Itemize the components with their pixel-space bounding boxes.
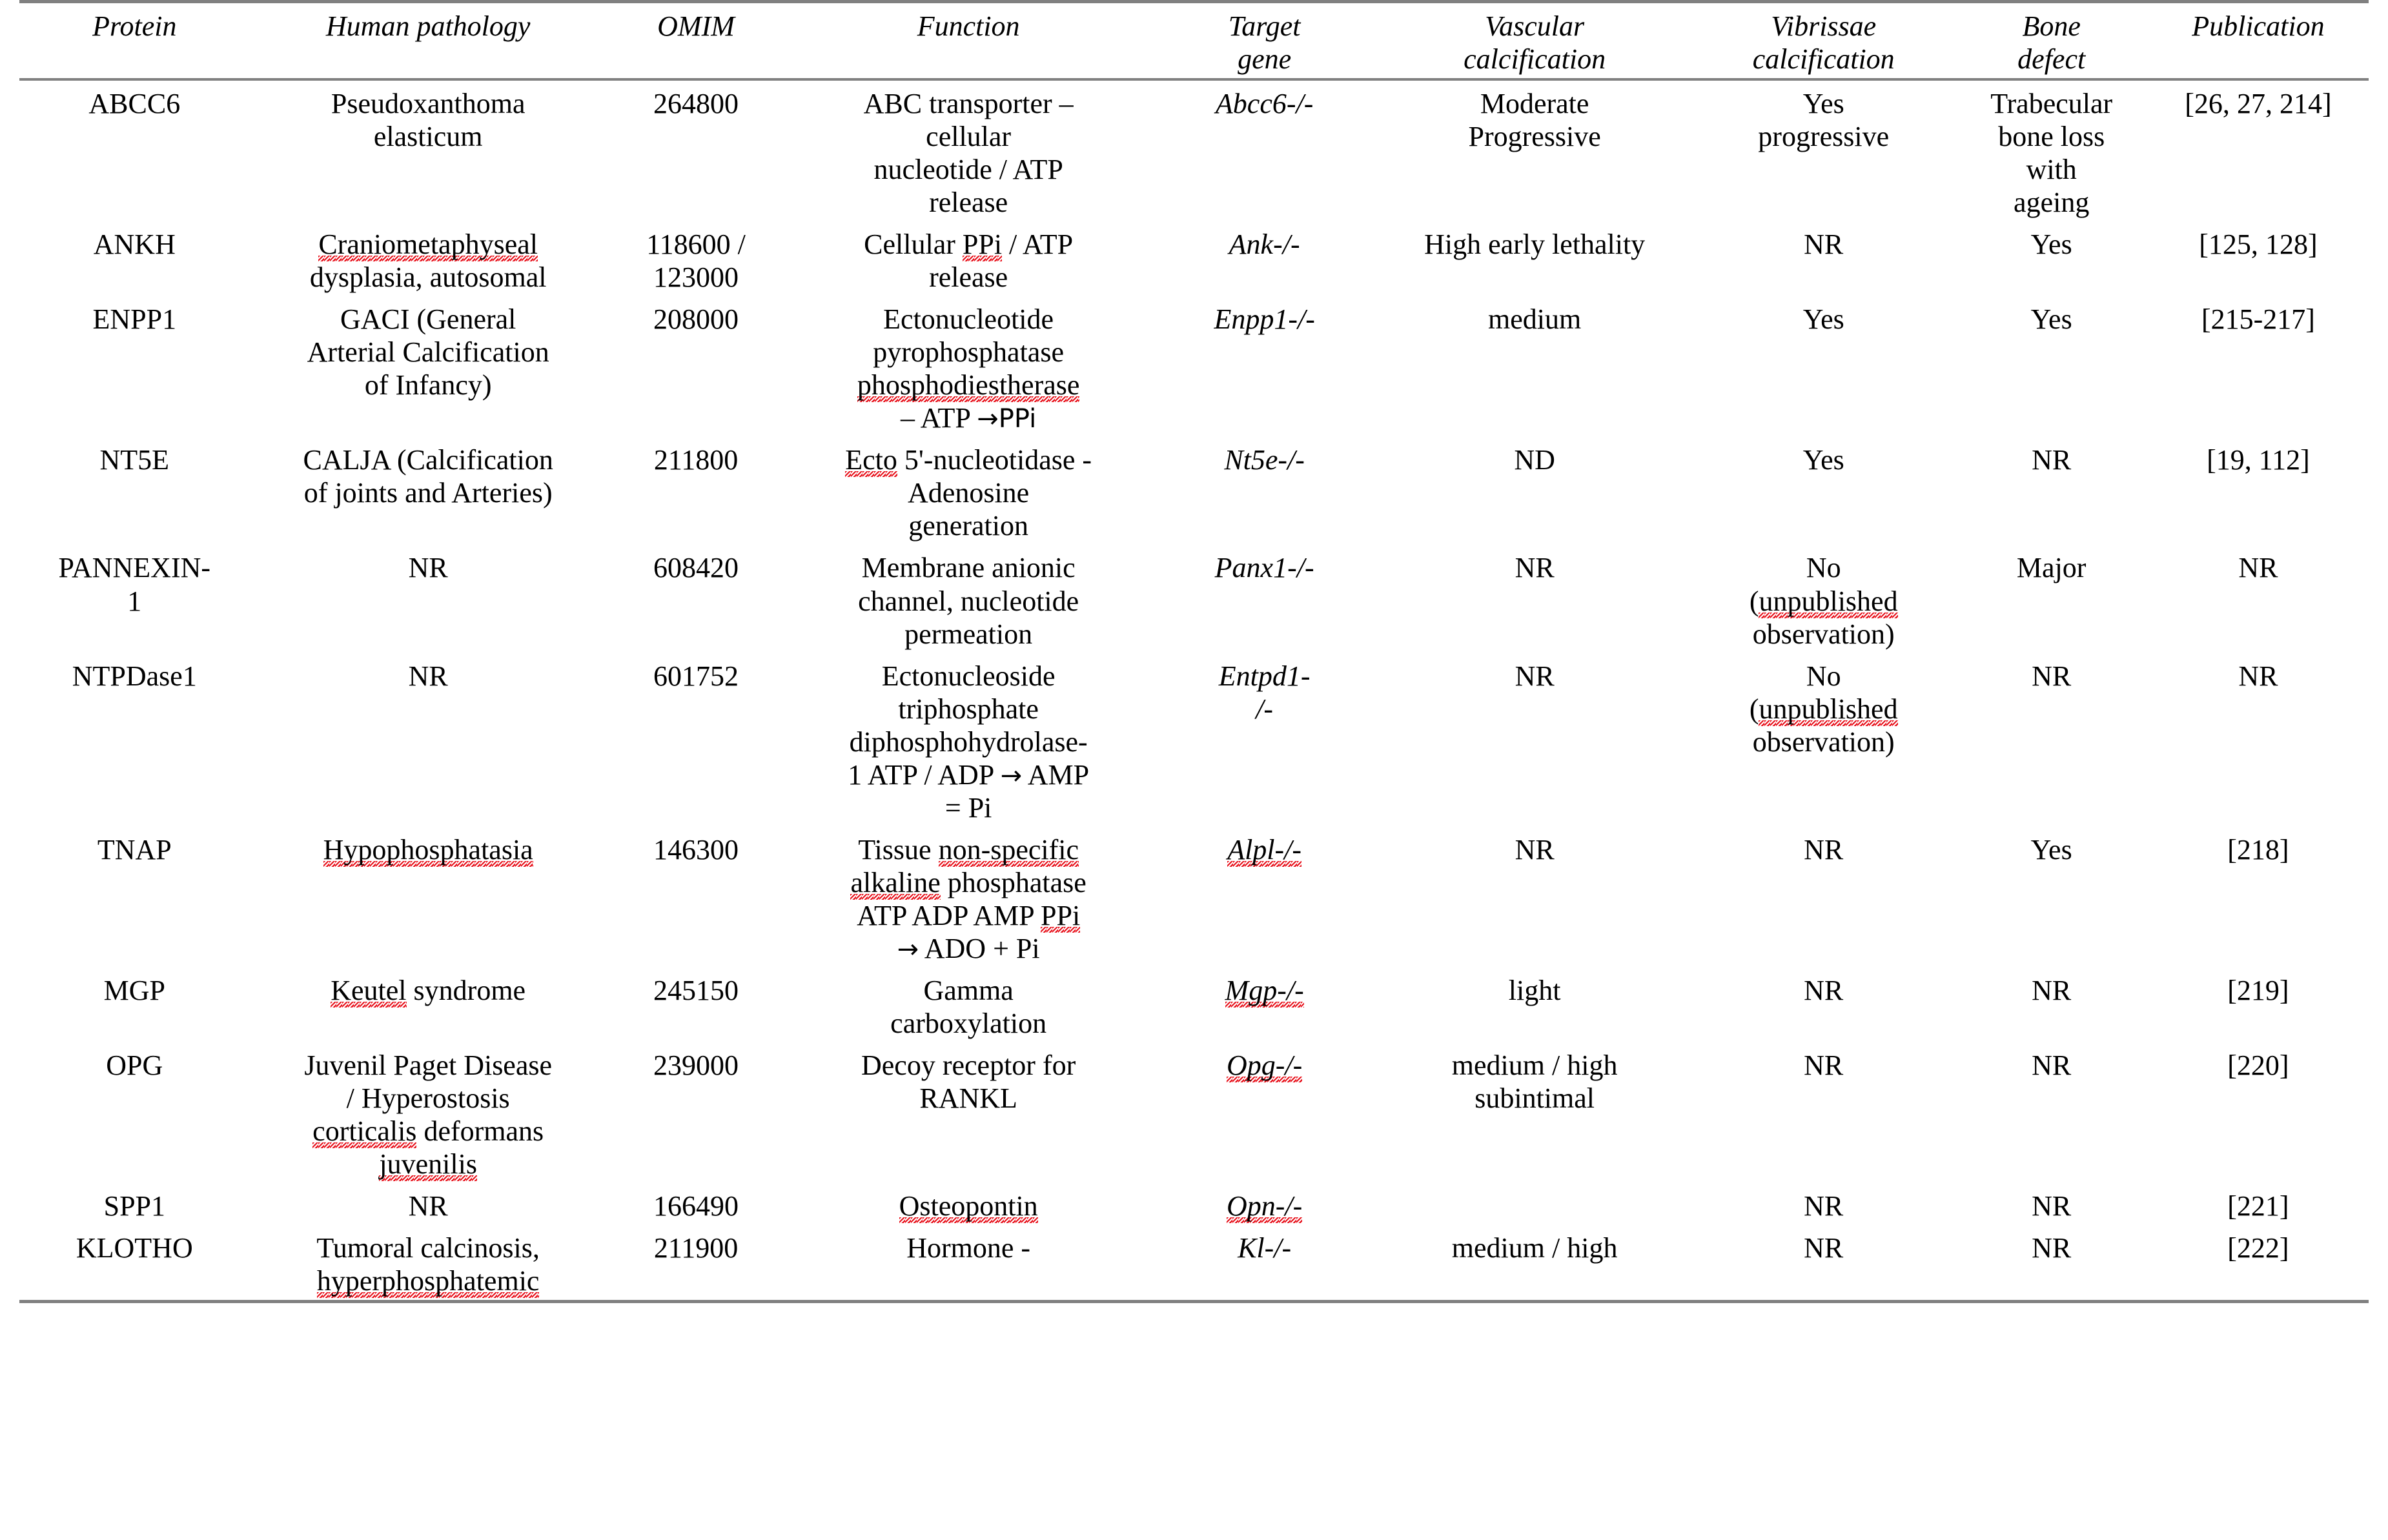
cell-line: NR xyxy=(1515,660,1555,692)
cell-vibrissae-calcification xyxy=(1692,968,1955,1042)
cell-line: Tissue non-specific xyxy=(858,833,1079,866)
cell-line: Abcc6-/- xyxy=(1215,88,1314,120)
cell-protein xyxy=(19,437,250,545)
spellcheck-underline: Keutel xyxy=(331,974,407,1006)
cell-vibrissae-calcification xyxy=(1692,827,1955,968)
cell-line: carboxylation xyxy=(890,1007,1047,1039)
cell-line: cellular xyxy=(926,121,1012,153)
cell-line xyxy=(254,1264,603,1297)
cell-line: ND xyxy=(1514,444,1555,476)
cell-line: Yes xyxy=(2030,228,2072,261)
table-body xyxy=(19,79,2369,1302)
cell-line: [221] xyxy=(2227,1190,2289,1222)
cell-omim xyxy=(607,79,786,221)
cell-publication xyxy=(2148,545,2369,653)
cell-function xyxy=(785,296,1152,437)
cell-line: Entpd1- xyxy=(1218,660,1311,692)
cell-line: – ATP →PPi xyxy=(901,402,1037,434)
cell-line: 123000 xyxy=(653,261,739,294)
cell-line xyxy=(789,1190,1148,1222)
cell-line: NR xyxy=(408,1190,448,1222)
spellcheck-underline: hyperphosphatemic xyxy=(316,1265,540,1297)
cell-line: [219] xyxy=(2227,974,2289,1006)
cell-line: Ectonucleotide xyxy=(883,303,1054,336)
header-text: Publication xyxy=(2192,10,2325,42)
cell-line: Yes xyxy=(2030,303,2072,336)
header-row xyxy=(19,2,2369,80)
cell-line: medium / high xyxy=(1451,1049,1618,1081)
cell-line: [218] xyxy=(2227,833,2289,866)
column-header-vibrissae-calcification xyxy=(1692,2,1955,80)
cell-line: Membrane anionic xyxy=(861,552,1076,584)
cell-protein xyxy=(19,1225,250,1302)
cell-line: Hormone - xyxy=(906,1232,1031,1264)
cell-line: NR xyxy=(2032,444,2072,476)
cell-publication xyxy=(2148,827,2369,968)
cell-line: light xyxy=(1508,974,1561,1006)
header-text: Function xyxy=(917,10,1020,42)
column-header-target-gene xyxy=(1152,2,1377,80)
cell-vascular-calcification xyxy=(1377,653,1692,827)
cell-function xyxy=(785,827,1152,968)
spellcheck-underline: Craniometaphyseal xyxy=(318,228,538,261)
cell-line: ageing xyxy=(2014,187,2090,219)
cell-function xyxy=(785,79,1152,221)
cell-line xyxy=(1156,1049,1373,1082)
column-header-omim xyxy=(607,2,786,80)
cell-line: NT5E xyxy=(99,444,170,476)
header-text: gene xyxy=(1238,43,1292,76)
cell-line: of Infancy) xyxy=(364,369,492,401)
cell-vascular-calcification xyxy=(1377,1183,1692,1225)
cell-line: Gamma xyxy=(923,974,1014,1006)
cell-vibrissae-calcification xyxy=(1692,437,1955,545)
cell-vascular-calcification xyxy=(1377,1042,1692,1183)
cell-line: Nt5e-/- xyxy=(1224,444,1305,476)
cell-line: High early lethality xyxy=(1424,228,1646,261)
cell-human-pathology xyxy=(250,827,607,968)
cell-line: NR xyxy=(2032,660,2072,692)
column-header-vascular-calcification xyxy=(1377,2,1692,80)
cell-line: medium xyxy=(1488,303,1582,336)
cell-target-gene xyxy=(1152,827,1377,968)
cell-line: NR xyxy=(1515,552,1555,584)
cell-human-pathology xyxy=(250,545,607,653)
right-arrow-icon: → xyxy=(897,934,919,964)
cell-line: NR xyxy=(1804,833,1844,866)
cell-protein xyxy=(19,296,250,437)
cell-line: Kl-/- xyxy=(1238,1232,1292,1264)
cell-line xyxy=(254,228,603,261)
header-text: OMIM xyxy=(657,10,735,42)
cell-line xyxy=(1381,1190,1688,1222)
spellcheck-underline: Hypophosphatasia xyxy=(323,833,533,866)
cell-bone-defect xyxy=(1955,1183,2148,1225)
cell-line: / Hyperostosis xyxy=(346,1082,510,1114)
cell-line: bone loss xyxy=(1998,121,2105,153)
cell-line xyxy=(1156,1190,1373,1222)
cell-target-gene xyxy=(1152,1042,1377,1183)
cell-protein xyxy=(19,79,250,221)
header-text: calcification xyxy=(1464,43,1606,76)
cell-protein xyxy=(19,968,250,1042)
spellcheck-underline: Ecto xyxy=(845,444,897,476)
cell-line: Tumoral calcinosis, xyxy=(316,1232,540,1264)
cell-line: 208000 xyxy=(653,303,739,336)
cell-line xyxy=(254,833,603,866)
cell-line: Yes xyxy=(1802,303,1844,336)
cell-vascular-calcification xyxy=(1377,545,1692,653)
cell-line: observation) xyxy=(1752,725,1895,758)
cell-line: Moderate xyxy=(1480,88,1589,120)
cell-publication xyxy=(2148,968,2369,1042)
cell-line: ABC transporter – xyxy=(863,88,1074,120)
cell-human-pathology xyxy=(250,437,607,545)
cell-line: observation) xyxy=(1752,618,1895,650)
cell-line: NR xyxy=(1804,228,1844,261)
cell-target-gene xyxy=(1152,221,1377,296)
table-row xyxy=(19,1042,2369,1183)
cell-line: GACI (General xyxy=(340,303,516,336)
cell-line: Progressive xyxy=(1468,121,1601,153)
cell-human-pathology xyxy=(250,1042,607,1183)
cell-line: 601752 xyxy=(653,660,739,692)
cell-target-gene xyxy=(1152,1183,1377,1225)
header-text: Bone xyxy=(2022,10,2081,42)
cell-line: Pseudoxanthoma xyxy=(331,88,526,120)
cell-line: [222] xyxy=(2227,1232,2289,1264)
cell-human-pathology xyxy=(250,79,607,221)
cell-line: 166490 xyxy=(653,1190,739,1222)
table-row xyxy=(19,968,2369,1042)
cell-target-gene xyxy=(1152,296,1377,437)
header-text: Vascular xyxy=(1485,10,1585,42)
spellcheck-underline: PPi xyxy=(1041,899,1081,931)
cell-target-gene xyxy=(1152,545,1377,653)
cell-vibrissae-calcification xyxy=(1692,1042,1955,1183)
cell-line: subintimal xyxy=(1475,1082,1595,1114)
spellcheck-underline: alkaline xyxy=(850,866,941,898)
cell-bone-defect xyxy=(1955,296,2148,437)
cell-line: diphosphohydrolase- xyxy=(849,725,1088,758)
spellcheck-underline: Opn-/- xyxy=(1226,1190,1303,1222)
table-row xyxy=(19,437,2369,545)
spellcheck-underline: Mgp-/- xyxy=(1225,974,1304,1006)
cell-line: NR xyxy=(2032,1190,2072,1222)
cell-line: Cellular PPi / ATP xyxy=(864,228,1074,261)
cell-line: 211800 xyxy=(653,444,739,476)
cell-line: Ecto 5'-nucleotidase - xyxy=(845,444,1092,476)
cell-target-gene xyxy=(1152,79,1377,221)
cell-line: NR xyxy=(408,552,448,584)
cell-line: dysplasia, autosomal xyxy=(309,261,547,294)
table-row xyxy=(19,1225,2369,1302)
cell-publication xyxy=(2148,296,2369,437)
cell-line: elasticum xyxy=(373,121,483,153)
cell-line: Yes xyxy=(1802,88,1844,120)
cell-vascular-calcification xyxy=(1377,1225,1692,1302)
cell-function xyxy=(785,221,1152,296)
cell-omim xyxy=(607,437,786,545)
cell-omim xyxy=(607,1225,786,1302)
cell-function xyxy=(785,968,1152,1042)
cell-line: (unpublished xyxy=(1749,693,1898,725)
cell-publication xyxy=(2148,221,2369,296)
cell-line: NR xyxy=(2032,974,2072,1006)
cell-line: medium / high xyxy=(1451,1232,1618,1264)
cell-line: NR xyxy=(2238,552,2278,584)
cell-line xyxy=(1156,974,1373,1007)
cell-line: 239000 xyxy=(653,1049,739,1081)
column-header-protein xyxy=(19,2,250,80)
right-arrow-icon: →PPi xyxy=(977,404,1037,434)
cell-vibrissae-calcification xyxy=(1692,221,1955,296)
cell-line: nucleotide / ATP xyxy=(873,154,1063,186)
cell-line: generation xyxy=(908,510,1028,542)
cell-line: Yes xyxy=(1802,444,1844,476)
cell-human-pathology xyxy=(250,221,607,296)
cell-line xyxy=(789,369,1148,401)
column-header-publication xyxy=(2148,2,2369,80)
cell-line: pyrophosphatase xyxy=(873,336,1064,369)
column-header-human-pathology xyxy=(250,2,607,80)
cell-vascular-calcification xyxy=(1377,827,1692,968)
cell-vibrissae-calcification xyxy=(1692,1183,1955,1225)
cell-line: Major xyxy=(2016,552,2087,584)
cell-line xyxy=(1156,833,1373,866)
cell-line: NR xyxy=(2032,1232,2072,1264)
cell-vibrissae-calcification xyxy=(1692,79,1955,221)
header-text: Vibrissae xyxy=(1771,10,1877,42)
cell-line: Ank-/- xyxy=(1229,228,1300,261)
cell-line: 245150 xyxy=(653,974,739,1006)
cell-publication xyxy=(2148,1225,2369,1302)
spellcheck-underline: PPi xyxy=(962,228,1003,261)
cell-line: NR xyxy=(1804,1049,1844,1081)
cell-line: Arterial Calcification xyxy=(307,336,549,369)
cell-line: MGP xyxy=(103,974,165,1006)
column-header-function xyxy=(785,2,1152,80)
cell-line: progressive xyxy=(1758,121,1890,153)
cell-line: NR xyxy=(1515,833,1555,866)
cell-target-gene xyxy=(1152,1225,1377,1302)
cell-line: = Pi xyxy=(944,791,992,824)
cell-publication xyxy=(2148,1183,2369,1225)
cell-human-pathology xyxy=(250,1225,607,1302)
spellcheck-underline: Opg-/- xyxy=(1226,1049,1303,1081)
cell-line: Adenosine xyxy=(908,477,1030,509)
cell-line: 211900 xyxy=(653,1232,739,1264)
cell-line: release xyxy=(929,187,1008,219)
cell-line: NR xyxy=(1804,1232,1844,1264)
cell-line: ENPP1 xyxy=(92,303,177,336)
cell-omim xyxy=(607,1042,786,1183)
cell-line: Ectonucleoside xyxy=(881,660,1056,692)
cell-line: triphosphate xyxy=(898,693,1039,725)
cell-bone-defect xyxy=(1955,545,2148,653)
cell-omim xyxy=(607,827,786,968)
cell-publication xyxy=(2148,79,2369,221)
cell-line: RANKL xyxy=(919,1082,1017,1114)
header-text: calcification xyxy=(1752,43,1895,76)
cell-vibrissae-calcification xyxy=(1692,1225,1955,1302)
protein-pathology-table xyxy=(19,0,2369,1303)
cell-line: 118600 / xyxy=(646,228,746,261)
cell-line: Enpp1-/- xyxy=(1214,303,1315,336)
cell-omim xyxy=(607,653,786,827)
cell-line: channel, nucleotide xyxy=(858,585,1079,617)
cell-line: KLOTHO xyxy=(76,1232,193,1264)
cell-human-pathology xyxy=(250,296,607,437)
table-row xyxy=(19,653,2369,827)
cell-bone-defect xyxy=(1955,827,2148,968)
table-row xyxy=(19,79,2369,221)
spellcheck-underline: non-specific xyxy=(938,833,1079,866)
cell-line: CALJA (Calcification xyxy=(303,444,553,476)
cell-vibrissae-calcification xyxy=(1692,296,1955,437)
cell-line: SPP1 xyxy=(103,1190,166,1222)
cell-omim xyxy=(607,221,786,296)
cell-bone-defect xyxy=(1955,1042,2148,1183)
cell-target-gene xyxy=(1152,968,1377,1042)
table-row xyxy=(19,221,2369,296)
cell-function xyxy=(785,545,1152,653)
cell-line: OPG xyxy=(106,1049,163,1081)
cell-line: [215-217] xyxy=(2201,303,2315,336)
cell-line: NR xyxy=(1804,974,1844,1006)
cell-line: NR xyxy=(2238,660,2278,692)
cell-line: release xyxy=(929,261,1008,294)
cell-target-gene xyxy=(1152,437,1377,545)
cell-protein xyxy=(19,827,250,968)
cell-line xyxy=(254,1148,603,1180)
table-row xyxy=(19,827,2369,968)
cell-bone-defect xyxy=(1955,221,2148,296)
cell-line: of joints and Arteries) xyxy=(303,477,553,509)
cell-vascular-calcification xyxy=(1377,296,1692,437)
cell-publication xyxy=(2148,437,2369,545)
cell-omim xyxy=(607,968,786,1042)
cell-line: TNAP xyxy=(97,833,172,866)
cell-human-pathology xyxy=(250,653,607,827)
cell-target-gene xyxy=(1152,653,1377,827)
cell-human-pathology xyxy=(250,1183,607,1225)
cell-protein xyxy=(19,653,250,827)
spellcheck-underline: unpublished xyxy=(1759,693,1898,725)
cell-line: NTPDase1 xyxy=(72,660,197,692)
cell-function xyxy=(785,1183,1152,1225)
cell-function xyxy=(785,653,1152,827)
cell-protein xyxy=(19,1183,250,1225)
cell-vibrissae-calcification xyxy=(1692,653,1955,827)
header-text: Target xyxy=(1228,10,1301,42)
cell-vibrissae-calcification xyxy=(1692,545,1955,653)
table-row xyxy=(19,1183,2369,1225)
spellcheck-underline: Osteopontin xyxy=(899,1190,1038,1222)
cell-line: Trabecular xyxy=(1990,88,2113,120)
header-text: defect xyxy=(2017,43,2086,76)
cell-function xyxy=(785,437,1152,545)
cell-vascular-calcification xyxy=(1377,221,1692,296)
spellcheck-underline: Alpl-/- xyxy=(1227,833,1302,866)
cell-vascular-calcification xyxy=(1377,968,1692,1042)
cell-line: ANKH xyxy=(93,228,176,261)
cell-vascular-calcification xyxy=(1377,79,1692,221)
cell-line: → ADO + Pi xyxy=(897,932,1040,964)
cell-omim xyxy=(607,296,786,437)
cell-line: [19, 112] xyxy=(2207,444,2310,476)
spellcheck-underline: corticalis xyxy=(312,1115,417,1147)
cell-bone-defect xyxy=(1955,437,2148,545)
cell-line: corticalis deformans xyxy=(312,1115,544,1147)
table-row xyxy=(19,545,2369,653)
cell-bone-defect xyxy=(1955,1225,2148,1302)
cell-line: permeation xyxy=(904,618,1033,650)
cell-protein xyxy=(19,221,250,296)
cell-line: [26, 27, 214] xyxy=(2185,88,2332,120)
table-row xyxy=(19,296,2369,437)
cell-line: ATP ADP AMP PPi xyxy=(857,899,1081,931)
cell-line: Panx1-/- xyxy=(1214,552,1314,584)
spellcheck-underline: juvenilis xyxy=(379,1148,477,1180)
cell-line: 1 ATP / ADP → AMP xyxy=(848,758,1090,791)
cell-line: No xyxy=(1806,552,1841,584)
cell-omim xyxy=(607,545,786,653)
cell-line: PANNEXIN- xyxy=(58,552,211,584)
cell-protein xyxy=(19,545,250,653)
cell-line: (unpublished xyxy=(1749,585,1898,617)
cell-line: [220] xyxy=(2227,1049,2289,1081)
right-arrow-icon: → xyxy=(1000,760,1023,791)
cell-line: 264800 xyxy=(653,88,739,120)
cell-line: /- xyxy=(1256,693,1274,725)
cell-publication xyxy=(2148,653,2369,827)
cell-line: NR xyxy=(2032,1049,2072,1081)
cell-line: Juvenil Paget Disease xyxy=(304,1049,553,1081)
cell-human-pathology xyxy=(250,968,607,1042)
header-text: Protein xyxy=(92,10,177,42)
column-header-bone-defect xyxy=(1955,2,2148,80)
cell-omim xyxy=(607,1183,786,1225)
cell-protein xyxy=(19,1042,250,1183)
cell-line: Decoy receptor for xyxy=(861,1049,1076,1081)
cell-line: ABCC6 xyxy=(88,88,181,120)
cell-bone-defect xyxy=(1955,653,2148,827)
cell-line: Yes xyxy=(2030,833,2072,866)
cell-line: No xyxy=(1806,660,1841,692)
spellcheck-underline: unpublished xyxy=(1759,585,1898,617)
cell-line: with xyxy=(2026,154,2077,186)
cell-vascular-calcification xyxy=(1377,437,1692,545)
cell-bone-defect xyxy=(1955,79,2148,221)
cell-line: 146300 xyxy=(653,833,739,866)
cell-line: 608420 xyxy=(653,552,739,584)
cell-line: Keutel syndrome xyxy=(331,974,526,1006)
cell-publication xyxy=(2148,1042,2369,1183)
cell-function xyxy=(785,1225,1152,1302)
table-header xyxy=(19,2,2369,80)
header-text: Human pathology xyxy=(325,10,531,42)
cell-line: 1 xyxy=(127,585,142,617)
cell-line: NR xyxy=(408,660,448,692)
spellcheck-underline: phosphodiestherase xyxy=(857,369,1080,401)
cell-line: alkaline phosphatase xyxy=(850,866,1087,898)
cell-bone-defect xyxy=(1955,968,2148,1042)
cell-line: NR xyxy=(1804,1190,1844,1222)
cell-function xyxy=(785,1042,1152,1183)
cell-line: [125, 128] xyxy=(2199,228,2318,261)
